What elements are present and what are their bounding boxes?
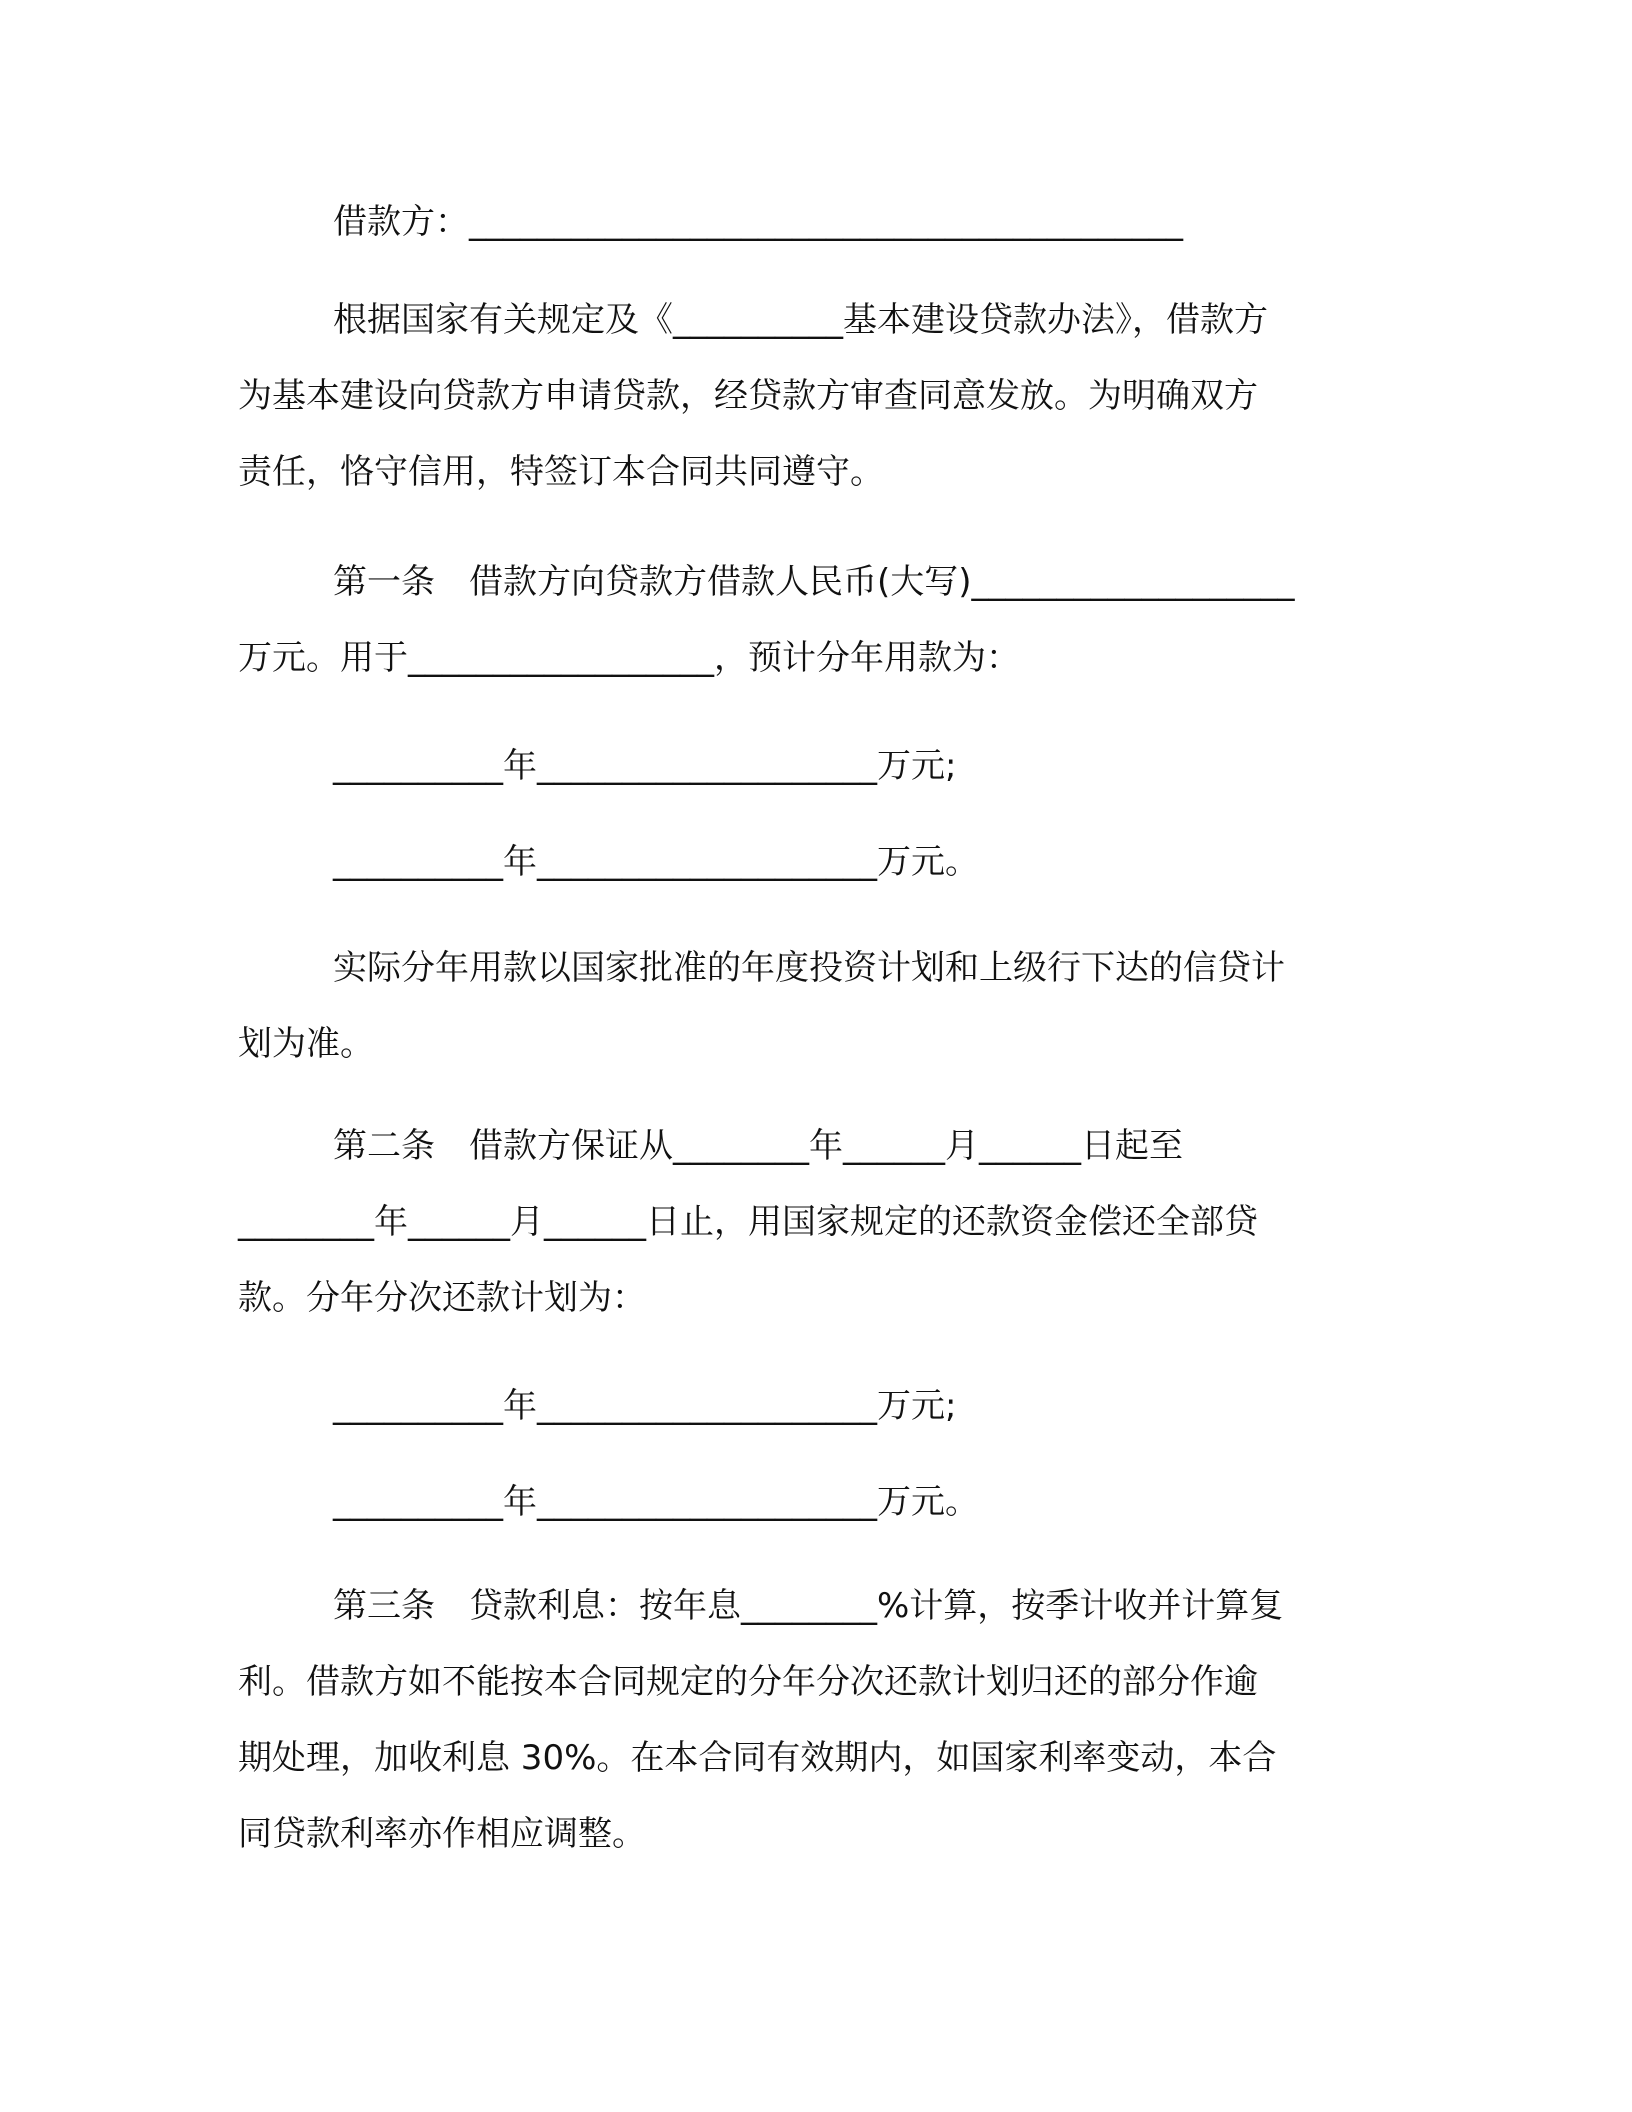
article-2-line-1: 第二条 借款方保证从________年______月______日起至 [333, 1126, 1183, 1166]
repayment-plan-line-2: __________年____________________万元。 [333, 1482, 979, 1522]
preamble-line-1: 根据国家有关规定及《__________基本建设贷款办法》，借款方 [333, 300, 1268, 340]
article-2-line-2: ________年______月______日止，用国家规定的还款资金偿还全部贷 [238, 1202, 1258, 1242]
borrower-line: 借款方：__________________________________________ [333, 202, 1183, 242]
article-3-line-3: 期处理，加收利息 30%。在本合同有效期内，如国家利率变动，本合 [238, 1738, 1277, 1778]
usage-note-line-2: 划为准。 [238, 1024, 374, 1064]
article-1-line-1: 第一条 借款方向贷款方借款人民币(大写)___________________ [333, 562, 1295, 602]
usage-plan-line-2: __________年____________________万元。 [333, 842, 979, 882]
article-3-line-4: 同贷款利率亦作相应调整。 [238, 1814, 646, 1854]
article-3-line-1: 第三条 贷款利息：按年息________%计算，按季计收并计算复 [333, 1586, 1284, 1626]
preamble-line-2: 为基本建设向贷款方申请贷款，经贷款方审查同意发放。为明确双方 [238, 376, 1258, 416]
repayment-plan-line-1: __________年____________________万元; [333, 1386, 957, 1426]
usage-plan-line-1: __________年____________________万元; [333, 746, 957, 786]
article-1-line-2: 万元。用于__________________，预计分年用款为： [238, 638, 1020, 678]
article-2-line-3: 款。分年分次还款计划为： [238, 1278, 646, 1318]
usage-note-line-1: 实际分年用款以国家批准的年度投资计划和上级行下达的信贷计 [333, 948, 1285, 988]
preamble-line-3: 责任，恪守信用，特签订本合同共同遵守。 [238, 452, 884, 492]
article-3-line-2: 利。借款方如不能按本合同规定的分年分次还款计划归还的部分作逾 [238, 1662, 1258, 1702]
